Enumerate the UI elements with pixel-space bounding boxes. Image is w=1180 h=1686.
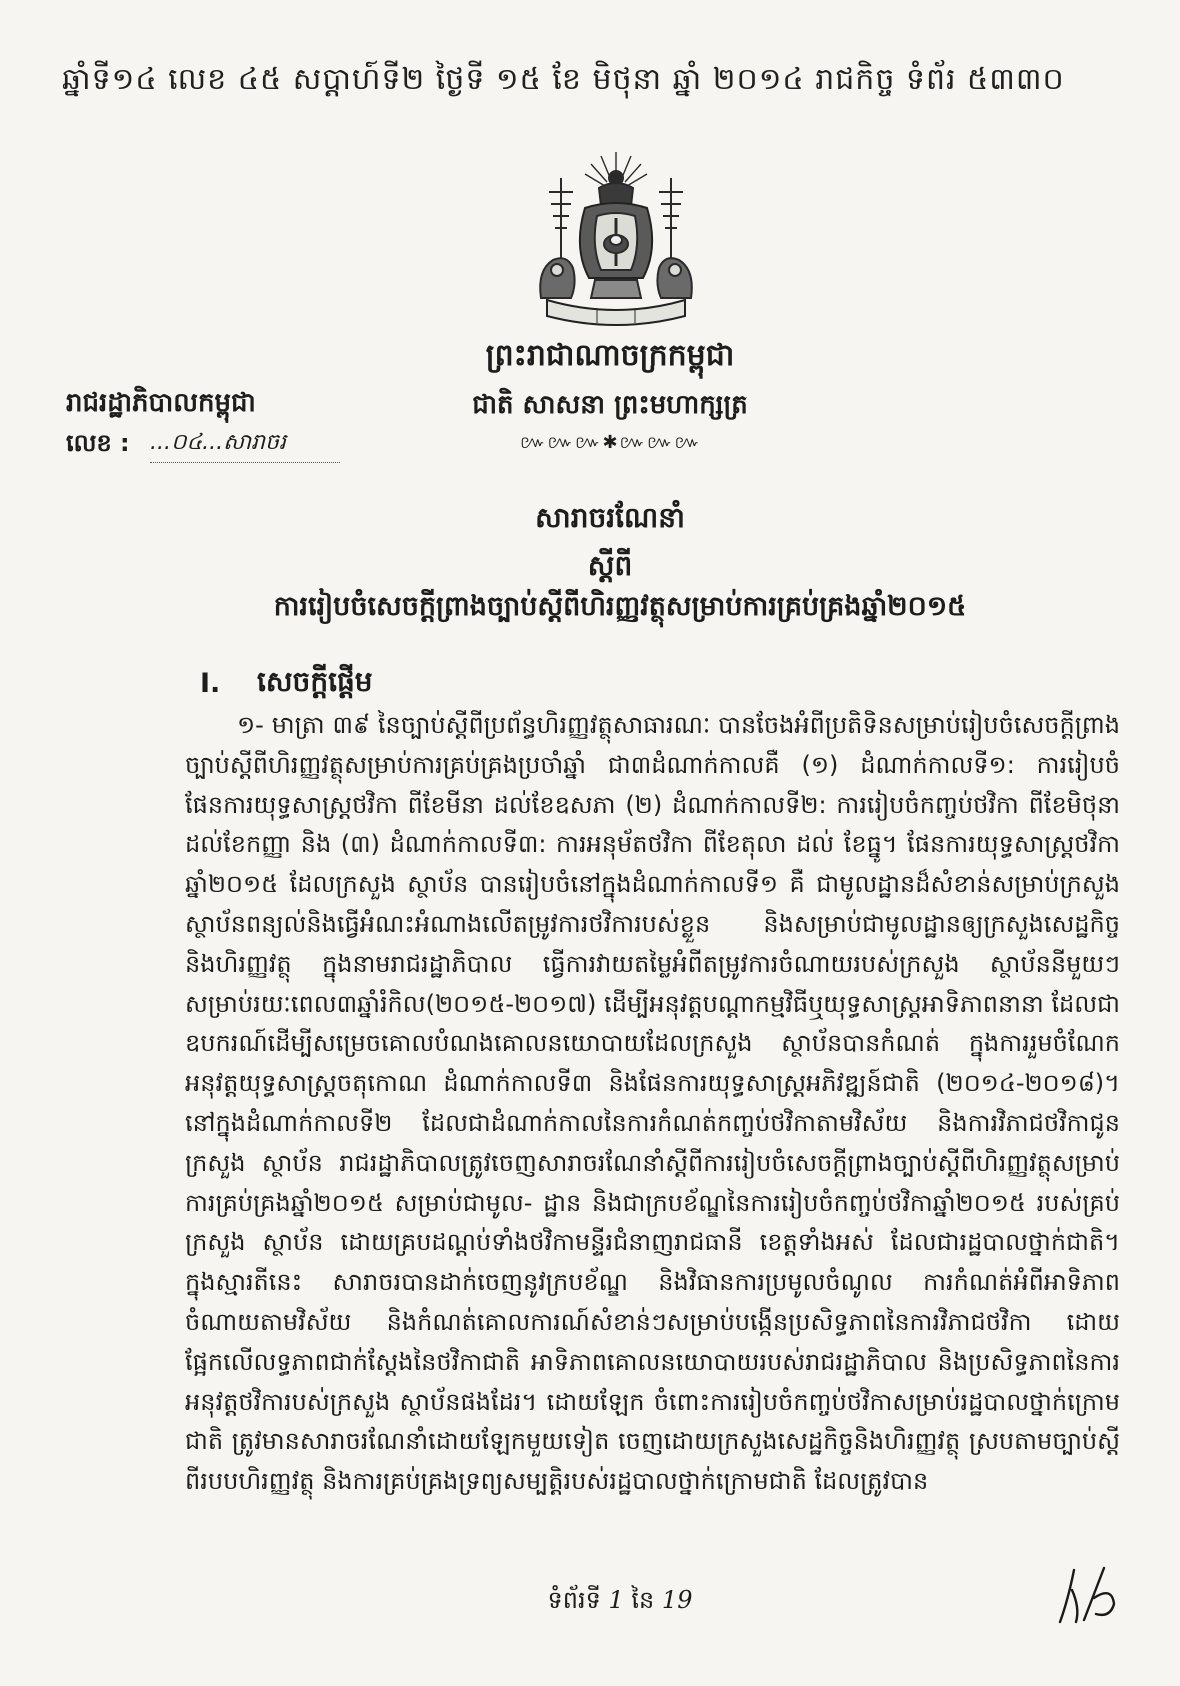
national-motto: ជាតិ សាសនា ព្រះមហាក្សត្រ [472, 390, 748, 420]
section-title: សេចក្ដីផ្ដើម [257, 665, 373, 698]
reference-number: ...០៤...សារាចរ [150, 428, 340, 463]
body-paragraph: ១- មាត្រា ៣៩ នៃច្បាប់ស្ដីពីប្រព័ន្ធហិរញ្ញវត្ថុសាធារណៈ បានចែងអំពីប្រតិទិនសម្រាប់រៀបចំសេចក្ដីព្រាងច្បាប់ស្ដីពីហិរញ្ញវត្ថុសម្រាប់ការគ្រប់គ្រងប្រចាំឆ្នាំ ជា៣ដំណាក់កាលគឺ (១) ដំណាក់កាលទី១: ការរៀបចំផែនការយុទ្ធសាស្ត្រថវិកា ពីខែមីនា ដល់ខែឧសភា (២) ដំណាក់កាលទី២: ការរៀបចំកញ្ចប់ថវិកា ពីខែមិថុនា ដល់ខែកញ្ញា និង (៣) ដំណាក់កាលទី៣: ការអនុម័តថវិកា ពីខែតុលា ដល់ ខែធ្នូ។ ផែនការយុទ្ធសាស្ត្រថវិកាឆ្នាំ២០១៥ ដែលក្រសួង ស្ថាប័ន បានរៀបចំនៅក្នុងដំណាក់កាលទី១ គឺ ជាមូលដ្ឋានដ៏សំខាន់សម្រាប់ក្រសួង ស្ថាប័នពន្យល់និងធ្វើអំណះអំណាងលើតម្រូវការថវិការបស់ខ្លួន និងសម្រាប់ជាមូលដ្ឋានឲ្យក្រសួងសេដ្ឋកិច្ចនិងហិរញ្ញវត្ថុ ក្នុងនាមរាជរដ្ឋាភិបាល ធ្វើការវាយតម្លៃអំពីតម្រូវការចំណាយរបស់ក្រសួង ស្ថាប័ននីមួយៗ សម្រាប់រយៈពេល៣ឆ្នាំរំកិល(២០១៥-២០១៧) ដើម្បីអនុវត្តបណ្ដាកម្មវិធីឬយុទ្ធសាស្ត្រអាទិភាពនានា ដែលជាឧបករណ៍ដើម្បីសម្រេចគោលបំណងគោលនយោបាយដែលក្រសួង ស្ថាប័នបានកំណត់ ក្នុងការរួមចំណែកអនុវត្តយុទ្ធសាស្ត្រចតុកោណ ដំណាក់កាលទី៣ និងផែនការយុទ្ធសាស្ត្រអភិវឌ្ឍន៍ជាតិ (២០១៤-២០១៨)។ នៅក្នុងដំណាក់កាលទី២ ដែលជាដំណាក់កាលនៃការកំណត់កញ្ចប់ថវិកាតាមវិស័យ និងការវិភាជថវិកាជូនក្រសួង ស្ថាប័ន រាជរដ្ឋាភិបាលត្រូវចេញសារាចរណែនាំស្ដីពីការរៀបចំសេចក្ដីព្រាងច្បាប់ស្ដីពីហិរញ្ញវត្ថុសម្រាប់ការគ្រប់គ្រងឆ្នាំ២០១៥ សម្រាប់ជាមូល- ដ្ឋាន និងជាក្របខ័ណ្ឌនៃការរៀបចំកញ្ចប់ថវិកាឆ្នាំ២០១៥ របស់គ្រប់ក្រសួង ស្ថាប័ន ដោយគ្របដណ្ដប់ទាំងថវិកាមន្ទីរជំនាញរាជធានី ខេត្តទាំងអស់ ដែលជារដ្ឋបាលថ្នាក់ជាតិ។ ក្នុងស្មារតីនេះ សារាចរបានដាក់ចេញនូវក្របខ័ណ្ឌ និងវិធានការប្រមូលចំណូល ការកំណត់អំពីអាទិភាពចំណាយតាមវិស័យ និងកំណត់គោលការណ៍សំខាន់ៗសម្រាប់បង្កើនប្រសិទ្ធភាពនៃការវិភាជថវិកា ដោយផ្អែកលើលទ្ធភាពជាក់ស្ដែងនៃថវិកាជាតិ អាទិភាពគោលនយោបាយរបស់រាជរដ្ឋាភិបាល និងប្រសិទ្ធភាពនៃការអនុវត្តថវិការបស់ក្រសួង ស្ថាប័នផងដែរ។ ដោយឡែក ចំពោះការរៀបចំកញ្ចប់ថវិកាសម្រាប់រដ្ឋបាលថ្នាក់ក្រោមជាតិ ត្រូវមានសារាចរណែនាំដោយឡែកមួយទៀត ចេញដោយក្រសួងសេដ្ឋកិច្ចនិងហិរញ្ញវត្ថុ ស្របតាមច្បាប់ស្ដីពីរបបហិរញ្ញវត្ថុ និងការគ្រប់គ្រងទ្រព្យសម្បត្តិរបស់រដ្ឋបាលថ្នាក់ក្រោមជាតិ ដែលត្រូវបាន [185, 711, 1120, 1496]
document-about: ស្ដីពី [587, 549, 633, 582]
ornament-divider: ៚៚៚✱៚៚៚ [520, 432, 703, 453]
issuer-name: រាជរដ្ឋាភិបាលកម្ពុជា [66, 388, 256, 418]
reference-label: លេខ : [66, 429, 130, 457]
kingdom-title: ព្រះរាជាណាចក្រកម្ពុជា [485, 338, 735, 373]
page-of: នៃ [631, 1586, 655, 1614]
page-footer [530, 1585, 710, 1620]
handwritten-initials-icon [1050, 1560, 1130, 1626]
gazette-running-header: ឆ្នាំទី១៤ លេខ ៤៥ សប្ដាហ៍ទី២ ថ្ងៃទី ១៥ ខែ មិថុនា ឆ្នាំ ២០១៤ រាជកិច្ច ទំព័រ ៥៣៣០ [62, 62, 1065, 97]
section-number: I. [200, 668, 221, 699]
document-subject: ការរៀបចំសេចក្ដីព្រាងច្បាប់ស្ដីពីហិរញ្ញវត្ថុសម្រាប់ការគ្រប់គ្រងឆ្នាំ២០១៥ [273, 591, 967, 622]
page-current: 1 [608, 1586, 624, 1614]
page-prefix: ទំព័រទី [547, 1586, 601, 1614]
document-type: សារាចរណែនាំ [535, 501, 685, 534]
page-total: 19 [661, 1586, 693, 1614]
body-paragraph-block [185, 706, 1120, 1502]
royal-coat-of-arms-icon [527, 148, 705, 333]
